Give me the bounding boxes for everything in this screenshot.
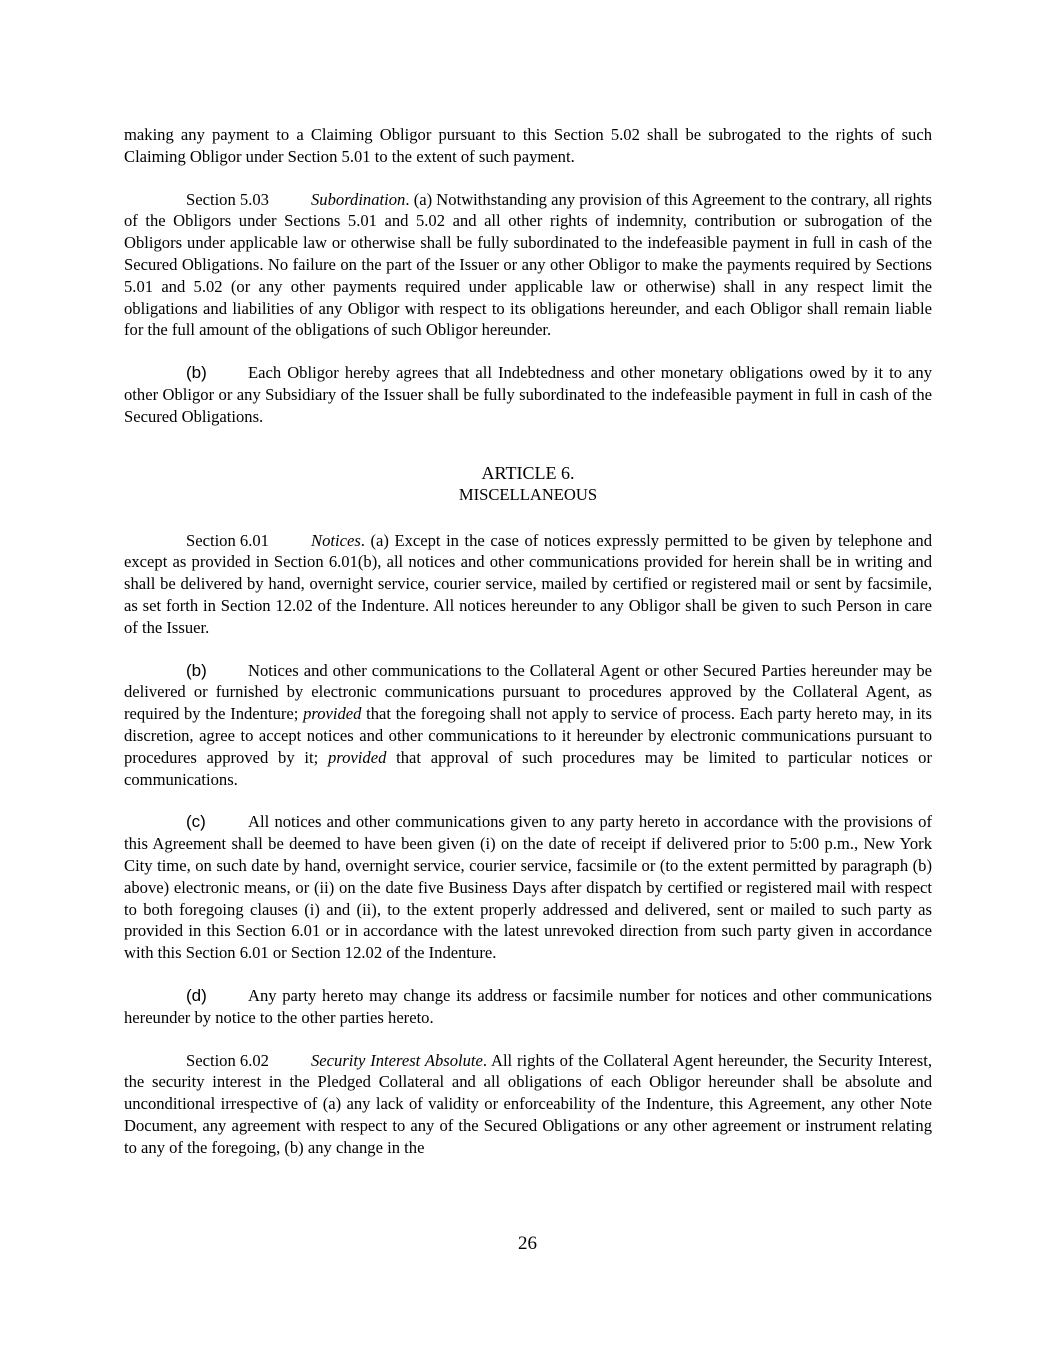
section-number: Section 6.01 bbox=[186, 530, 269, 550]
clause-text: that the foregoing shall not apply to service of process. Each party hereto may, in its discretion, agree to accept notices and other communications to it hereunder by electronic communications pursuant to procedures approved by it; bbox=[124, 704, 933, 767]
provided-term: provided bbox=[328, 747, 387, 767]
section-6-01-paragraph-d bbox=[124, 985, 932, 1029]
clause-text: All notices and other communications given to any party hereto in accordance with the provisions of this Agreement shall be deemed to have been given (i) on the date of receipt if delivered prior to 5:00 p.m., New York City time, on such date by hand, overnight service, courier service, facsimile or (to the extent permitted by paragraph (b) above) electronic means, or (ii) on the date five Business Days after dispatch by certified or registered mail with respect to both foregoing clauses (i) and (ii), to the extent properly addressed and delivered, sent or mailed to such party as provided in this Section 6.01 or in accordance with the latest unrevoked direction from such party given in accordance with this Section 6.01 or Section 12.02 of the Indenture. bbox=[124, 812, 932, 963]
section-5-03-paragraph-b bbox=[124, 362, 932, 427]
section-text: . All rights of the Collateral Agent hereunder, the Security Interest, the security interest in the Pledged Collateral and all obligations of each Obligor hereunder shall be absolute and unconditional irrespective of (a) any lack of validity or enforceability of the Indenture, this Agreement, any other Note Document, any agreement with respect to any of the Secured Obligations or any other agreement or instrument relating to any of the foregoing, (b) any change in the bbox=[124, 1050, 932, 1157]
section-6-02-paragraph bbox=[124, 1050, 932, 1159]
article-subtitle: MISCELLANEOUS bbox=[458, 484, 598, 504]
section-number: Section 5.03 bbox=[186, 189, 269, 209]
page-body bbox=[124, 124, 932, 1179]
clause-label: (c) bbox=[186, 812, 206, 832]
clause-text: Any party hereto may change its address or facsimile number for notices and other communications hereunder by notice to the other parties hereto. bbox=[124, 985, 932, 1027]
clause-text: Notices and other communications to the Collateral Agent or other Secured Parties hereunder may be delivered or furnished by electronic communications pursuant to procedures approved by the Collateral Agent, as required by the Indenture; bbox=[124, 660, 932, 724]
section-text: . (a) Except in the case of notices expressly permitted to be given by telephone and except as provided in Section 6.01(b), all notices and other communications provided for herein shall be in writing and shall be delivered by hand, overnight service, courier service, mailed by certified or registered mail or sent by facsimile, as set forth in Section 12.02 of the Indenture. All notices hereunder to any Obligor shall be given to such Person in care of the Issuer. bbox=[124, 530, 932, 637]
section-text: . (a) Notwithstanding any provision of this Agreement to the contrary, all rights of the Obligors under Sections 5.01 and 5.02 and all other rights of indemnity, contribution or subrogation of the Obligors under applicable law or otherwise shall be fully subordinated to the indefeasible payment in full in cash of the Secured Obligations. No failure on the part of the Issuer or any other Obligor to make the payments required by Sections 5.01 and 5.02 (or any other payments required under applicable law or otherwise) shall in any respect limit the obligations and liabilities of any Obligor with respect to its obligations hereunder, and each Obligor shall remain liable for the full amount of the obligations of such Obligor hereunder. bbox=[124, 189, 932, 340]
section-6-01-paragraph-a bbox=[124, 530, 932, 639]
continuation-paragraph: making any payment to a Claiming Obligor pursuant to this Section 5.02 shall be subrogated to the rights of such Claiming Obligor under Section 5.01 to the extent of such payment. bbox=[124, 125, 932, 166]
clause-label: (d) bbox=[186, 985, 207, 1005]
section-title: Subordination bbox=[311, 189, 406, 209]
section-title: Notices bbox=[311, 530, 361, 550]
clause-text: that approval of such procedures may be limited to particular notices or communications. bbox=[124, 747, 932, 789]
article-heading bbox=[124, 462, 932, 506]
section-number: Section 6.02 bbox=[186, 1050, 269, 1070]
page-number: 26 bbox=[518, 1233, 537, 1254]
article-title: ARTICLE 6. bbox=[481, 462, 575, 483]
provided-term: provided bbox=[303, 704, 362, 724]
section-6-01-paragraph-b bbox=[124, 660, 932, 791]
clause-text: Each Obligor hereby agrees that all Indebtedness and other monetary obligations owed by it to any other Obligor or any Subsidiary of the Issuer shall be fully subordinated to the indefeasible payment in full in cash of the Secured Obligations. bbox=[124, 363, 932, 426]
section-6-01-paragraph-c bbox=[124, 811, 932, 964]
section-5-03-paragraph-a bbox=[124, 189, 932, 342]
section-title: Security Interest Absolute bbox=[311, 1050, 483, 1070]
clause-label: (b) bbox=[186, 363, 207, 383]
clause-label: (b) bbox=[186, 660, 207, 680]
